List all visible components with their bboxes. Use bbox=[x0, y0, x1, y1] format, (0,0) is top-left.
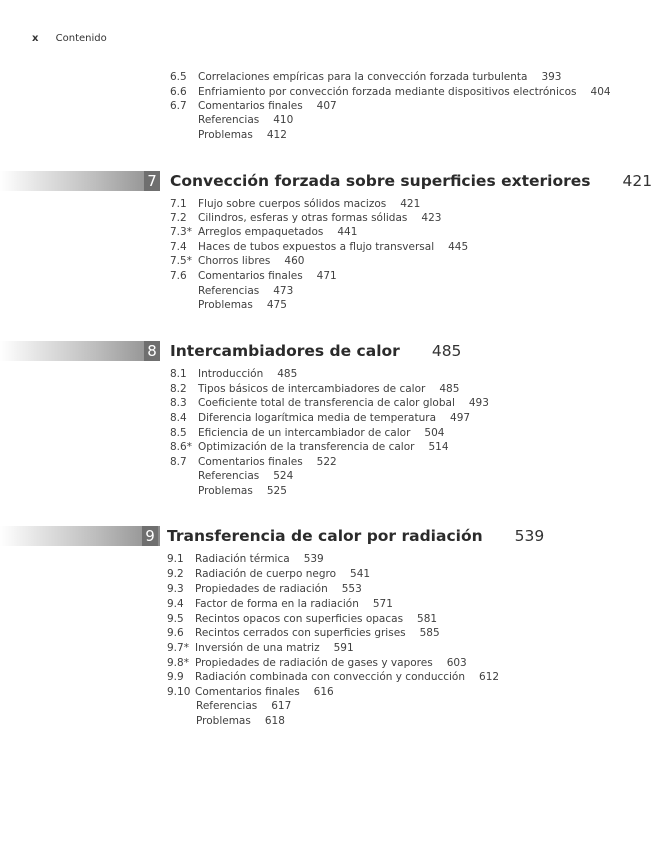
toc-entry[interactable]: 9.4 Factor de forma en la radiación 571 bbox=[167, 598, 393, 610]
entry-title: Inversión de una matriz bbox=[195, 642, 320, 654]
entry-title: Enfriamiento por convección forzada mediante dispositivos electrónicos bbox=[198, 86, 577, 98]
entry-title: Tipos básicos de intercambiadores de calor bbox=[198, 383, 426, 395]
chapter-page: 485 bbox=[431, 342, 462, 360]
toc-entry[interactable]: 8.2 Tipos básicos de intercambiadores de calor 485 bbox=[170, 383, 460, 395]
entry-page: 581 bbox=[417, 613, 438, 625]
entry-page: 603 bbox=[446, 657, 467, 669]
entry-title: Haces de tubos expuestos a flujo transversal bbox=[198, 241, 435, 253]
toc-sub-entry[interactable]: Referencias 524 bbox=[198, 470, 294, 482]
entry-title: Correlaciones empíricas para la convección forzada turbulenta bbox=[198, 71, 528, 83]
chapter-number: 7 bbox=[144, 171, 160, 191]
entry-title: Coeficiente total de transferencia de calor global bbox=[198, 397, 455, 409]
toc-entry[interactable]: 9.7* Inversión de una matriz 591 bbox=[167, 642, 354, 654]
toc-entry[interactable]: 9.3 Propiedades de radiación 553 bbox=[167, 583, 362, 595]
page-header bbox=[32, 33, 107, 44]
entry-page: 441 bbox=[337, 226, 358, 238]
chapter-bar bbox=[0, 171, 160, 191]
toc-entry[interactable]: 8.5 Eficiencia de un intercambiador de calor 504 bbox=[170, 427, 445, 439]
toc-entry[interactable]: 9.9 Radiación combinada con convección y conducción 612 bbox=[167, 671, 500, 683]
chapter-bar bbox=[0, 526, 160, 546]
entry-title: Radiación de cuerpo negro bbox=[195, 568, 337, 580]
toc-entry[interactable]: 9.10 Comentarios finales 616 bbox=[167, 686, 334, 698]
toc-entry[interactable]: 9.1 Radiación térmica 539 bbox=[167, 553, 324, 565]
entry-title: Arreglos empaquetados bbox=[198, 226, 324, 238]
toc-entry[interactable]: 7.2 Cilindros, esferas y otras formas sólidas 423 bbox=[170, 212, 442, 224]
entry-page: 616 bbox=[313, 686, 334, 698]
toc-entry[interactable]: 9.5 Recintos opacos con superficies opacas 581 bbox=[167, 613, 438, 625]
toc-sub-entry[interactable]: Problemas 412 bbox=[198, 129, 287, 141]
entry-title: Comentarios finales bbox=[198, 100, 303, 112]
toc-entry[interactable]: 6.6 Enfriamiento por convección forzada mediante dispositivos electrónicos 404 bbox=[170, 86, 611, 98]
entry-page: 460 bbox=[284, 255, 305, 267]
running-title: Contenido bbox=[55, 33, 107, 44]
toc-entry[interactable]: 9.6 Recintos cerrados con superficies grises 585 bbox=[167, 627, 440, 639]
chapter-number: 9 bbox=[142, 526, 158, 546]
entry-title: Introducción bbox=[198, 368, 264, 380]
entry-page: 522 bbox=[316, 456, 337, 468]
entry-title: Comentarios finales bbox=[198, 456, 303, 468]
entry-title: Diferencia logarítmica media de temperatura bbox=[198, 412, 437, 424]
chapter-number: 8 bbox=[144, 341, 160, 361]
entry-title: Factor de forma en la radiación bbox=[195, 598, 359, 610]
entry-title: Recintos opacos con superficies opacas bbox=[195, 613, 404, 625]
entry-title: Chorros libres bbox=[198, 255, 271, 267]
toc-sub-entry[interactable]: Problemas 618 bbox=[196, 715, 285, 727]
entry-page: 485 bbox=[439, 383, 460, 395]
entry-page: 571 bbox=[372, 598, 393, 610]
entry-title: Radiación térmica bbox=[195, 553, 290, 565]
entry-page: 421 bbox=[400, 198, 421, 210]
entry-title: Comentarios finales bbox=[195, 686, 300, 698]
toc-sub-entry[interactable]: Referencias 410 bbox=[198, 114, 294, 126]
toc-entry[interactable]: 7.4 Haces de tubos expuestos a flujo transversal 445 bbox=[170, 241, 469, 253]
chapter-page: 539 bbox=[514, 527, 545, 545]
entry-title: Recintos cerrados con superficies grises bbox=[195, 627, 406, 639]
chapter-title: Convección forzada sobre superficies exteriores bbox=[170, 172, 591, 190]
toc-sub-entry[interactable]: Problemas 525 bbox=[198, 485, 287, 497]
toc-entry[interactable]: 8.6* Optimización de la transferencia de calor 514 bbox=[170, 441, 449, 453]
toc-sub-entry[interactable]: Problemas 475 bbox=[198, 299, 287, 311]
chapter-bar bbox=[0, 341, 160, 361]
toc-entry[interactable]: 8.1 Introducción 485 bbox=[170, 368, 298, 380]
entry-page: 471 bbox=[316, 270, 337, 282]
entry-page: 497 bbox=[450, 412, 471, 424]
chapter-title: Transferencia de calor por radiación bbox=[167, 527, 483, 545]
entry-page: 445 bbox=[448, 241, 469, 253]
entry-title: Radiación combinada con convección y conducción bbox=[195, 671, 466, 683]
entry-page: 585 bbox=[419, 627, 440, 639]
toc-sub-entry[interactable]: Referencias 473 bbox=[198, 285, 294, 297]
entry-page: 485 bbox=[277, 368, 298, 380]
toc-entry[interactable]: 6.5 Correlaciones empíricas para la convección forzada turbulenta 393 bbox=[170, 71, 562, 83]
toc-entry[interactable]: 8.7 Comentarios finales 522 bbox=[170, 456, 337, 468]
entry-page: 407 bbox=[316, 100, 337, 112]
entry-title: Comentarios finales bbox=[198, 270, 303, 282]
entry-page: 541 bbox=[350, 568, 371, 580]
toc-entry[interactable]: 8.4 Diferencia logarítmica media de temperatura 497 bbox=[170, 412, 471, 424]
entry-title: Flujo sobre cuerpos sólidos macizos bbox=[198, 198, 387, 210]
toc-entry[interactable]: 6.7 Comentarios finales 407 bbox=[170, 100, 337, 112]
toc-entry[interactable]: 7.6 Comentarios finales 471 bbox=[170, 270, 337, 282]
entry-page: 504 bbox=[424, 427, 445, 439]
entry-title: Optimización de la transferencia de calor bbox=[198, 441, 415, 453]
entry-page: 493 bbox=[468, 397, 489, 409]
entry-page: 423 bbox=[421, 212, 442, 224]
toc-entry[interactable]: 7.3* Arreglos empaquetados 441 bbox=[170, 226, 358, 238]
toc-entry[interactable]: 7.1 Flujo sobre cuerpos sólidos macizos 421 bbox=[170, 198, 421, 210]
entry-page: 539 bbox=[303, 553, 324, 565]
entry-title: Propiedades de radiación bbox=[195, 583, 328, 595]
toc-entry[interactable]: 8.3 Coeficiente total de transferencia de calor global 493 bbox=[170, 397, 489, 409]
toc-entry[interactable]: 9.8* Propiedades de radiación de gases y vapores 603 bbox=[167, 657, 467, 669]
chapter-heading-8[interactable] bbox=[0, 341, 600, 361]
entry-page: 553 bbox=[341, 583, 362, 595]
toc-entry[interactable]: 7.5* Chorros libres 460 bbox=[170, 255, 305, 267]
chapter-title: Intercambiadores de calor bbox=[170, 342, 400, 360]
entry-title: Cilindros, esferas y otras formas sólidas bbox=[198, 212, 408, 224]
entry-title: Propiedades de radiación de gases y vapores bbox=[195, 657, 433, 669]
chapter-heading-7[interactable] bbox=[0, 171, 652, 191]
entry-page: 591 bbox=[333, 642, 354, 654]
toc-entry[interactable]: 9.2 Radiación de cuerpo negro 541 bbox=[167, 568, 371, 580]
entry-page: 404 bbox=[590, 86, 611, 98]
toc-sub-entry[interactable]: Referencias 617 bbox=[196, 700, 292, 712]
page-number: x bbox=[32, 33, 39, 44]
entry-page: 612 bbox=[479, 671, 500, 683]
entry-page: 514 bbox=[428, 441, 449, 453]
chapter-page: 421 bbox=[622, 172, 652, 190]
entry-title: Eficiencia de un intercambiador de calor bbox=[198, 427, 411, 439]
chapter-heading-9[interactable] bbox=[0, 526, 600, 546]
entry-page: 393 bbox=[541, 71, 562, 83]
